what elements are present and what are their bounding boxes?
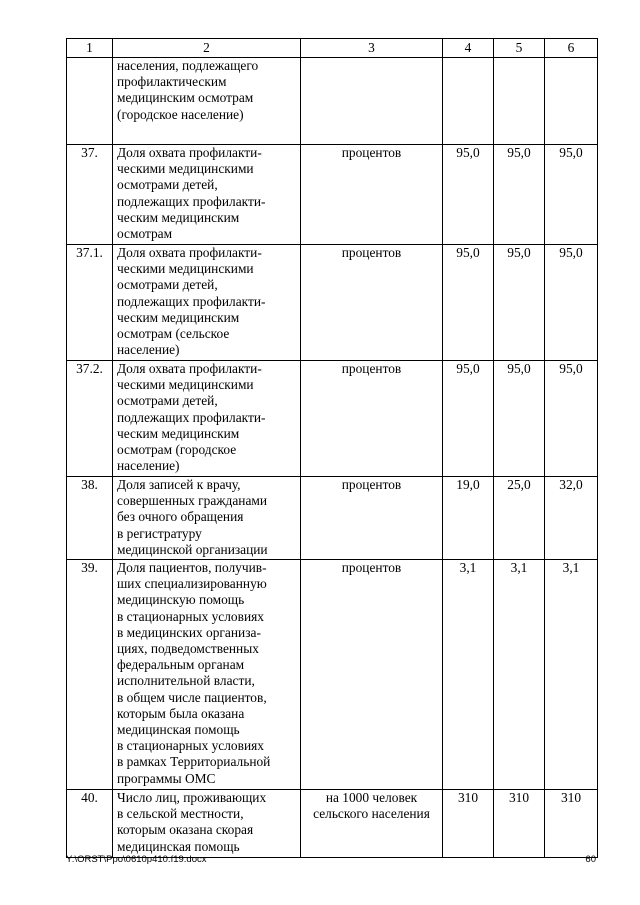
row-value-col-5: 95,0 (494, 145, 545, 245)
row-value-col-6 (545, 58, 598, 145)
row-unit: процентов (301, 477, 443, 560)
table-row (67, 245, 598, 361)
row-value-col-6: 32,0 (545, 477, 598, 560)
table-row (67, 361, 598, 477)
row-number (67, 58, 113, 145)
row-value-col-6: 95,0 (545, 361, 598, 477)
row-value-col-4 (443, 58, 494, 145)
row-unit: процентов (301, 560, 443, 790)
table-row (67, 477, 598, 560)
row-value-col-4: 310 (443, 790, 494, 858)
row-number: 37.1. (67, 245, 113, 361)
row-value-col-5 (494, 58, 545, 145)
row-unit (301, 58, 443, 145)
row-value-col-5: 95,0 (494, 361, 545, 477)
header-col-4: 4 (443, 39, 494, 58)
row-value-col-4: 95,0 (443, 361, 494, 477)
header-col-1: 1 (67, 39, 113, 58)
page-number: 60 (585, 854, 596, 865)
row-value-col-4: 95,0 (443, 245, 494, 361)
header-col-5: 5 (494, 39, 545, 58)
table-header-row (67, 39, 598, 58)
row-value-col-4: 95,0 (443, 145, 494, 245)
row-unit: процентов (301, 145, 443, 245)
indicators-table (66, 38, 598, 858)
file-path: Y:\ORST\Ppo\0610p410.f19.docx (66, 854, 207, 865)
row-unit: процентов (301, 361, 443, 477)
row-description: Доля пациентов, получив- ших специализированную медицинскую помощь в стационарных условиях в медицинских организа- циях, подведомственных федеральным органам исполнительной власти, в общем числе пациентов, которым была оказана медицинская помощь в стационарных условиях в рамках Территориальной программы ОМС (113, 560, 301, 790)
row-value-col-5: 310 (494, 790, 545, 858)
row-value-col-5: 3,1 (494, 560, 545, 790)
row-value-col-5: 25,0 (494, 477, 545, 560)
row-value-col-4: 19,0 (443, 477, 494, 560)
row-description: населения, подлежащего профилактическим медицинским осмотрам (городское население) (113, 58, 301, 145)
row-number: 37. (67, 145, 113, 245)
row-unit: на 1000 человек сельского населения (301, 790, 443, 858)
row-description: Доля охвата профилакти- ческими медицинскими осмотрами детей, подлежащих профилакти- ческим медицинским осмотрам (сельское население) (113, 245, 301, 361)
row-description: Доля записей к врачу, совершенных гражданами без очного обращения в регистратуру медицинской организации (113, 477, 301, 560)
header-col-2: 2 (113, 39, 301, 58)
table-row (67, 58, 598, 145)
row-description: Число лиц, проживающих в сельской местности, которым оказана скорая медицинская помощь (113, 790, 301, 858)
row-number: 38. (67, 477, 113, 560)
header-col-6: 6 (545, 39, 598, 58)
header-col-3: 3 (301, 39, 443, 58)
row-unit: процентов (301, 245, 443, 361)
row-value-col-5: 95,0 (494, 245, 545, 361)
row-value-col-6: 3,1 (545, 560, 598, 790)
row-value-col-4: 3,1 (443, 560, 494, 790)
table-row (67, 790, 598, 858)
row-description: Доля охвата профилакти- ческими медицинскими осмотрами детей, подлежащих профилакти- ческим медицинским осмотрам (городское население) (113, 361, 301, 477)
row-value-col-6: 95,0 (545, 145, 598, 245)
row-number: 37.2. (67, 361, 113, 477)
row-description: Доля охвата профилакти- ческими медицинскими осмотрами детей, подлежащих профилакти- ческим медицинским осмотрам (113, 145, 301, 245)
row-number: 40. (67, 790, 113, 858)
table-row (67, 145, 598, 245)
row-value-col-6: 310 (545, 790, 598, 858)
table-row (67, 560, 598, 790)
row-number: 39. (67, 560, 113, 790)
row-value-col-6: 95,0 (545, 245, 598, 361)
